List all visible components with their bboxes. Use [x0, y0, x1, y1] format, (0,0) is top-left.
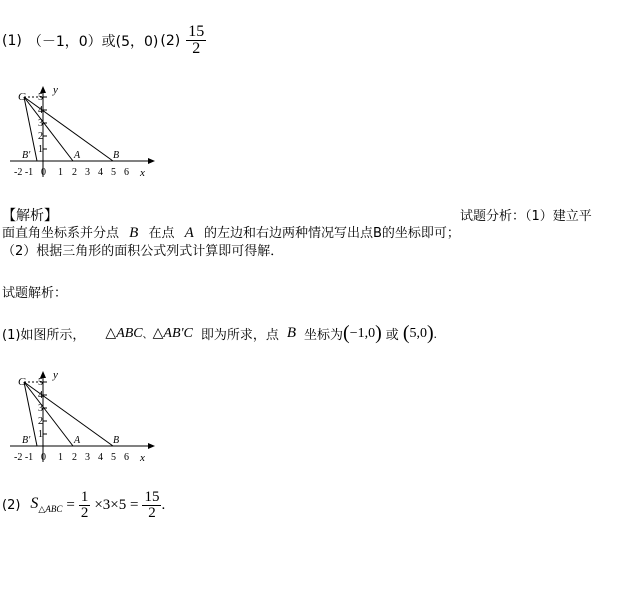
solution-part1 [2, 322, 437, 345]
half-den: 2 [80, 505, 89, 521]
half-fraction [79, 490, 91, 521]
x-tick-5: 5 [111, 452, 116, 463]
y-axis-label: y [53, 370, 58, 381]
coord2-left-paren: ( [402, 322, 410, 344]
x-ticks-negative: -2 -1 [14, 452, 34, 463]
answer-fraction [186, 24, 206, 57]
x-tick-2: 2 [72, 167, 77, 178]
x-axis-label: x [140, 452, 145, 464]
y-tick-4: 4 [38, 105, 43, 116]
analysis-line1-c: 的左边和右边两种情况写出点B的坐标即可； [203, 226, 460, 241]
point-b-prime-label: B' [22, 435, 31, 446]
answer-line [2, 24, 206, 57]
analysis-line2: （2）根据三角形的面积公式列式计算即可得解． [2, 244, 284, 259]
coordinate-figure-2 [10, 370, 160, 465]
analysis-var-a: A [184, 225, 194, 241]
y-tick-2: 2 [38, 131, 43, 142]
x-axis-arrow [148, 158, 155, 164]
y-tick-2: 2 [38, 416, 43, 427]
solution-var-b: B [286, 325, 297, 341]
area-symbol [30, 495, 62, 515]
area-equals: = [66, 497, 75, 513]
answer-frac-den: 2 [192, 40, 201, 57]
analysis-line1-b: 在点 [148, 226, 175, 241]
x-tick-1: 1 [58, 452, 63, 463]
x-tick-4: 4 [98, 167, 103, 178]
x-tick-6: 6 [124, 452, 129, 463]
point-b-label: B [113, 435, 120, 446]
solution-p1-a: (1)如图所示， [2, 328, 86, 343]
x-tick-3: 3 [85, 167, 90, 178]
solution-heading: 试题解析： [2, 286, 68, 301]
x-axis-arrow [148, 443, 155, 449]
y-tick-5: 5 [38, 92, 43, 103]
coord-2: 5,0 [409, 325, 427, 341]
y-tick-5: 5 [38, 377, 43, 388]
point-b-prime-label: B' [22, 150, 31, 161]
x-ticks-negative: -2 -1 [14, 167, 34, 178]
area-subscript: △ABC [38, 504, 63, 515]
answer-frac-num: 15 [188, 23, 205, 40]
answer-part1-label: (1) [2, 32, 22, 49]
y-tick-4: 4 [38, 390, 43, 401]
point-c-label: C [18, 91, 26, 103]
answer-part1-text: （－1，0）或(5，0) [27, 33, 159, 50]
analysis-line1 [2, 222, 460, 242]
x-axis-label: x [140, 167, 145, 179]
origin-label: 0 [41, 167, 46, 178]
triangle-abc: △ABC [105, 326, 143, 341]
point-b-label: B [113, 150, 120, 161]
analysis-heading: 【解析】 [2, 208, 58, 224]
x-tick-4: 4 [98, 452, 103, 463]
y-tick-1: 1 [38, 144, 43, 155]
result-den: 2 [148, 505, 156, 521]
result-fraction [142, 490, 161, 521]
area-end: . [161, 497, 166, 513]
x-tick-2: 2 [72, 452, 77, 463]
result-num: 15 [144, 489, 160, 505]
half-num: 1 [80, 489, 89, 505]
analysis-intro: 试题分析：（1）建立平 [460, 209, 592, 224]
solution-p1-end: . [433, 325, 437, 341]
area-s: S [30, 495, 39, 513]
point-c-label: C [18, 376, 26, 388]
point-a-label: A [74, 150, 81, 161]
solution-or: 或 [385, 328, 399, 343]
y-tick-1: 1 [38, 429, 43, 440]
triangle-separator: 、 [142, 330, 153, 341]
x-tick-6: 6 [124, 167, 129, 178]
coord2-right-paren: ) [426, 322, 434, 344]
coord1-left-paren: ( [343, 322, 350, 344]
triangle-ab-prime-c: △AB'C [152, 326, 193, 341]
solution-p1-c: 坐标为 [304, 328, 344, 343]
coord1-right-paren: ) [375, 322, 382, 344]
coord-1: −1,0 [349, 325, 376, 341]
y-tick-3: 3 [38, 403, 43, 414]
y-tick-3: 3 [38, 118, 43, 129]
answer-part2-label: (2) [160, 32, 181, 49]
x-tick-3: 3 [85, 452, 90, 463]
coordinate-figure-1 [10, 85, 160, 180]
solution-part2 [2, 490, 165, 521]
solution-p2-label: (2) [2, 498, 21, 513]
solution-p1-b: 即为所求，点 [200, 328, 279, 343]
analysis-var-b: B [129, 225, 139, 241]
analysis-line1-a: 面直角坐标系并分点 [2, 226, 120, 241]
x-tick-1: 1 [58, 167, 63, 178]
area-times: ×3×5 = [94, 497, 139, 513]
point-a-label: A [74, 435, 81, 446]
y-axis-label: y [53, 85, 58, 96]
x-tick-5: 5 [111, 167, 116, 178]
origin-label: 0 [41, 452, 46, 463]
